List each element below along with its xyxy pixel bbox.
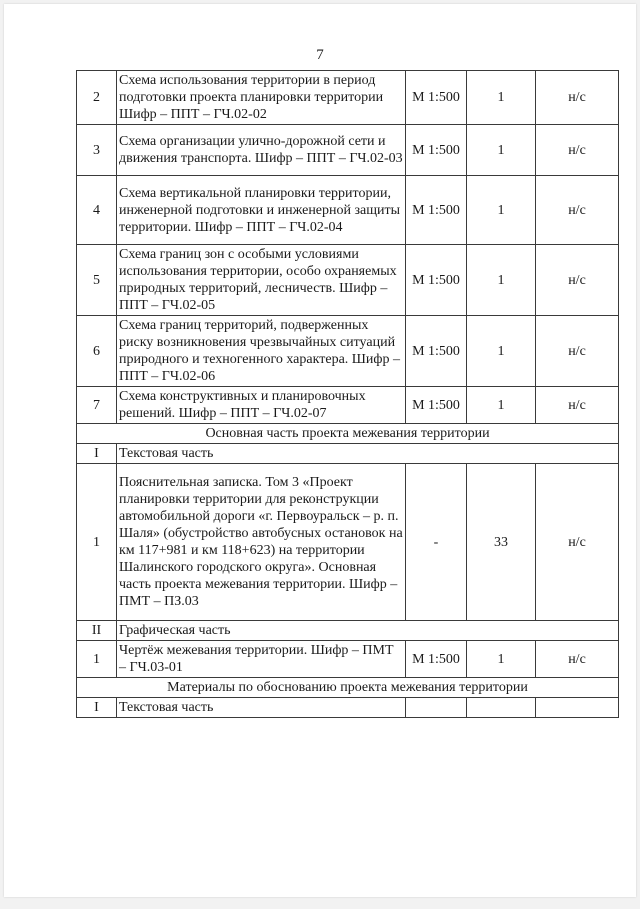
documents-table: [76, 70, 619, 718]
subsection-number: I: [77, 698, 117, 718]
document-scale: М 1:500: [406, 71, 467, 125]
empty-cell: [536, 698, 619, 718]
subsection-title: Графическая часть: [117, 621, 619, 641]
subsection-row: [77, 698, 619, 718]
sheet-count: 1: [467, 316, 536, 387]
subsection-row: [77, 621, 619, 641]
document-scale: М 1:500: [406, 387, 467, 424]
document-scale: М 1:500: [406, 125, 467, 176]
note: н/с: [536, 316, 619, 387]
row-number: 2: [77, 71, 117, 125]
table-row: [77, 245, 619, 316]
document-name: Схема конструктивных и планировочных решений. Шифр – ППТ – ГЧ.02-07: [117, 387, 406, 424]
document-scale: М 1:500: [406, 316, 467, 387]
subsection-title: Текстовая часть: [117, 698, 406, 718]
subsection-row: [77, 444, 619, 464]
section-row: [77, 424, 619, 444]
note: н/с: [536, 245, 619, 316]
row-number: 5: [77, 245, 117, 316]
row-number: 1: [77, 464, 117, 621]
subsection-number: I: [77, 444, 117, 464]
table-row: [77, 464, 619, 621]
note: н/с: [536, 71, 619, 125]
sheet-count: 33: [467, 464, 536, 621]
document-name: Схема вертикальной планировки территории, инженерной подготовки и инженерной защиты территории. Шифр – ППТ – ГЧ.02-04: [117, 176, 406, 245]
document-page: [4, 4, 636, 897]
document-scale: М 1:500: [406, 176, 467, 245]
sheet-count: 1: [467, 125, 536, 176]
sheet-count: 1: [467, 176, 536, 245]
section-title: Основная часть проекта межевания территории: [77, 424, 619, 444]
sheet-count: 1: [467, 387, 536, 424]
table-row: [77, 71, 619, 125]
document-name: Чертёж межевания территории. Шифр – ПМТ – ГЧ.03-01: [117, 641, 406, 678]
table-row: [77, 641, 619, 678]
sheet-count: 1: [467, 71, 536, 125]
row-number: 1: [77, 641, 117, 678]
section-row: [77, 678, 619, 698]
note: н/с: [536, 387, 619, 424]
row-number: 7: [77, 387, 117, 424]
empty-cell: [406, 698, 467, 718]
empty-cell: [467, 698, 536, 718]
sheet-count: 1: [467, 641, 536, 678]
document-name: Пояснительная записка. Том 3 «Проект планировки территории для реконструкции автомобильной дороги «г. Первоуральск – р. п. Шаля» (обустройство автобусных остановок на км 117+981 и км 118+623) на территории Шалинского городского округа». Основная часть проекта межевания территории. Шифр – ПМТ – ПЗ.03: [117, 464, 406, 621]
note: н/с: [536, 176, 619, 245]
note: н/с: [536, 641, 619, 678]
row-number: 3: [77, 125, 117, 176]
note: н/с: [536, 464, 619, 621]
document-name: Схема использования территории в период подготовки проекта планировки территории Шифр – ППТ – ГЧ.02-02: [117, 71, 406, 125]
document-name: Схема границ зон с особыми условиями использования территории, особо охраняемых природных территорий, лесничеств. Шифр – ППТ – ГЧ.02-05: [117, 245, 406, 316]
section-title: Материалы по обоснованию проекта межевания территории: [77, 678, 619, 698]
document-scale: -: [406, 464, 467, 621]
note: н/с: [536, 125, 619, 176]
table-row: [77, 316, 619, 387]
row-number: 6: [77, 316, 117, 387]
page-number: 7: [316, 47, 324, 63]
subsection-number: II: [77, 621, 117, 641]
row-number: 4: [77, 176, 117, 245]
subsection-title: Текстовая часть: [117, 444, 619, 464]
table-row: [77, 387, 619, 424]
table-row: [77, 125, 619, 176]
document-name: Схема границ территорий, подверженных риску возникновения чрезвычайных ситуаций природного и техногенного характера. Шифр – ППТ – ГЧ.02-06: [117, 316, 406, 387]
document-name: Схема организации улично-дорожной сети и движения транспорта. Шифр – ППТ – ГЧ.02-03: [117, 125, 406, 176]
sheet-count: 1: [467, 245, 536, 316]
document-scale: М 1:500: [406, 245, 467, 316]
table-row: [77, 176, 619, 245]
document-scale: М 1:500: [406, 641, 467, 678]
